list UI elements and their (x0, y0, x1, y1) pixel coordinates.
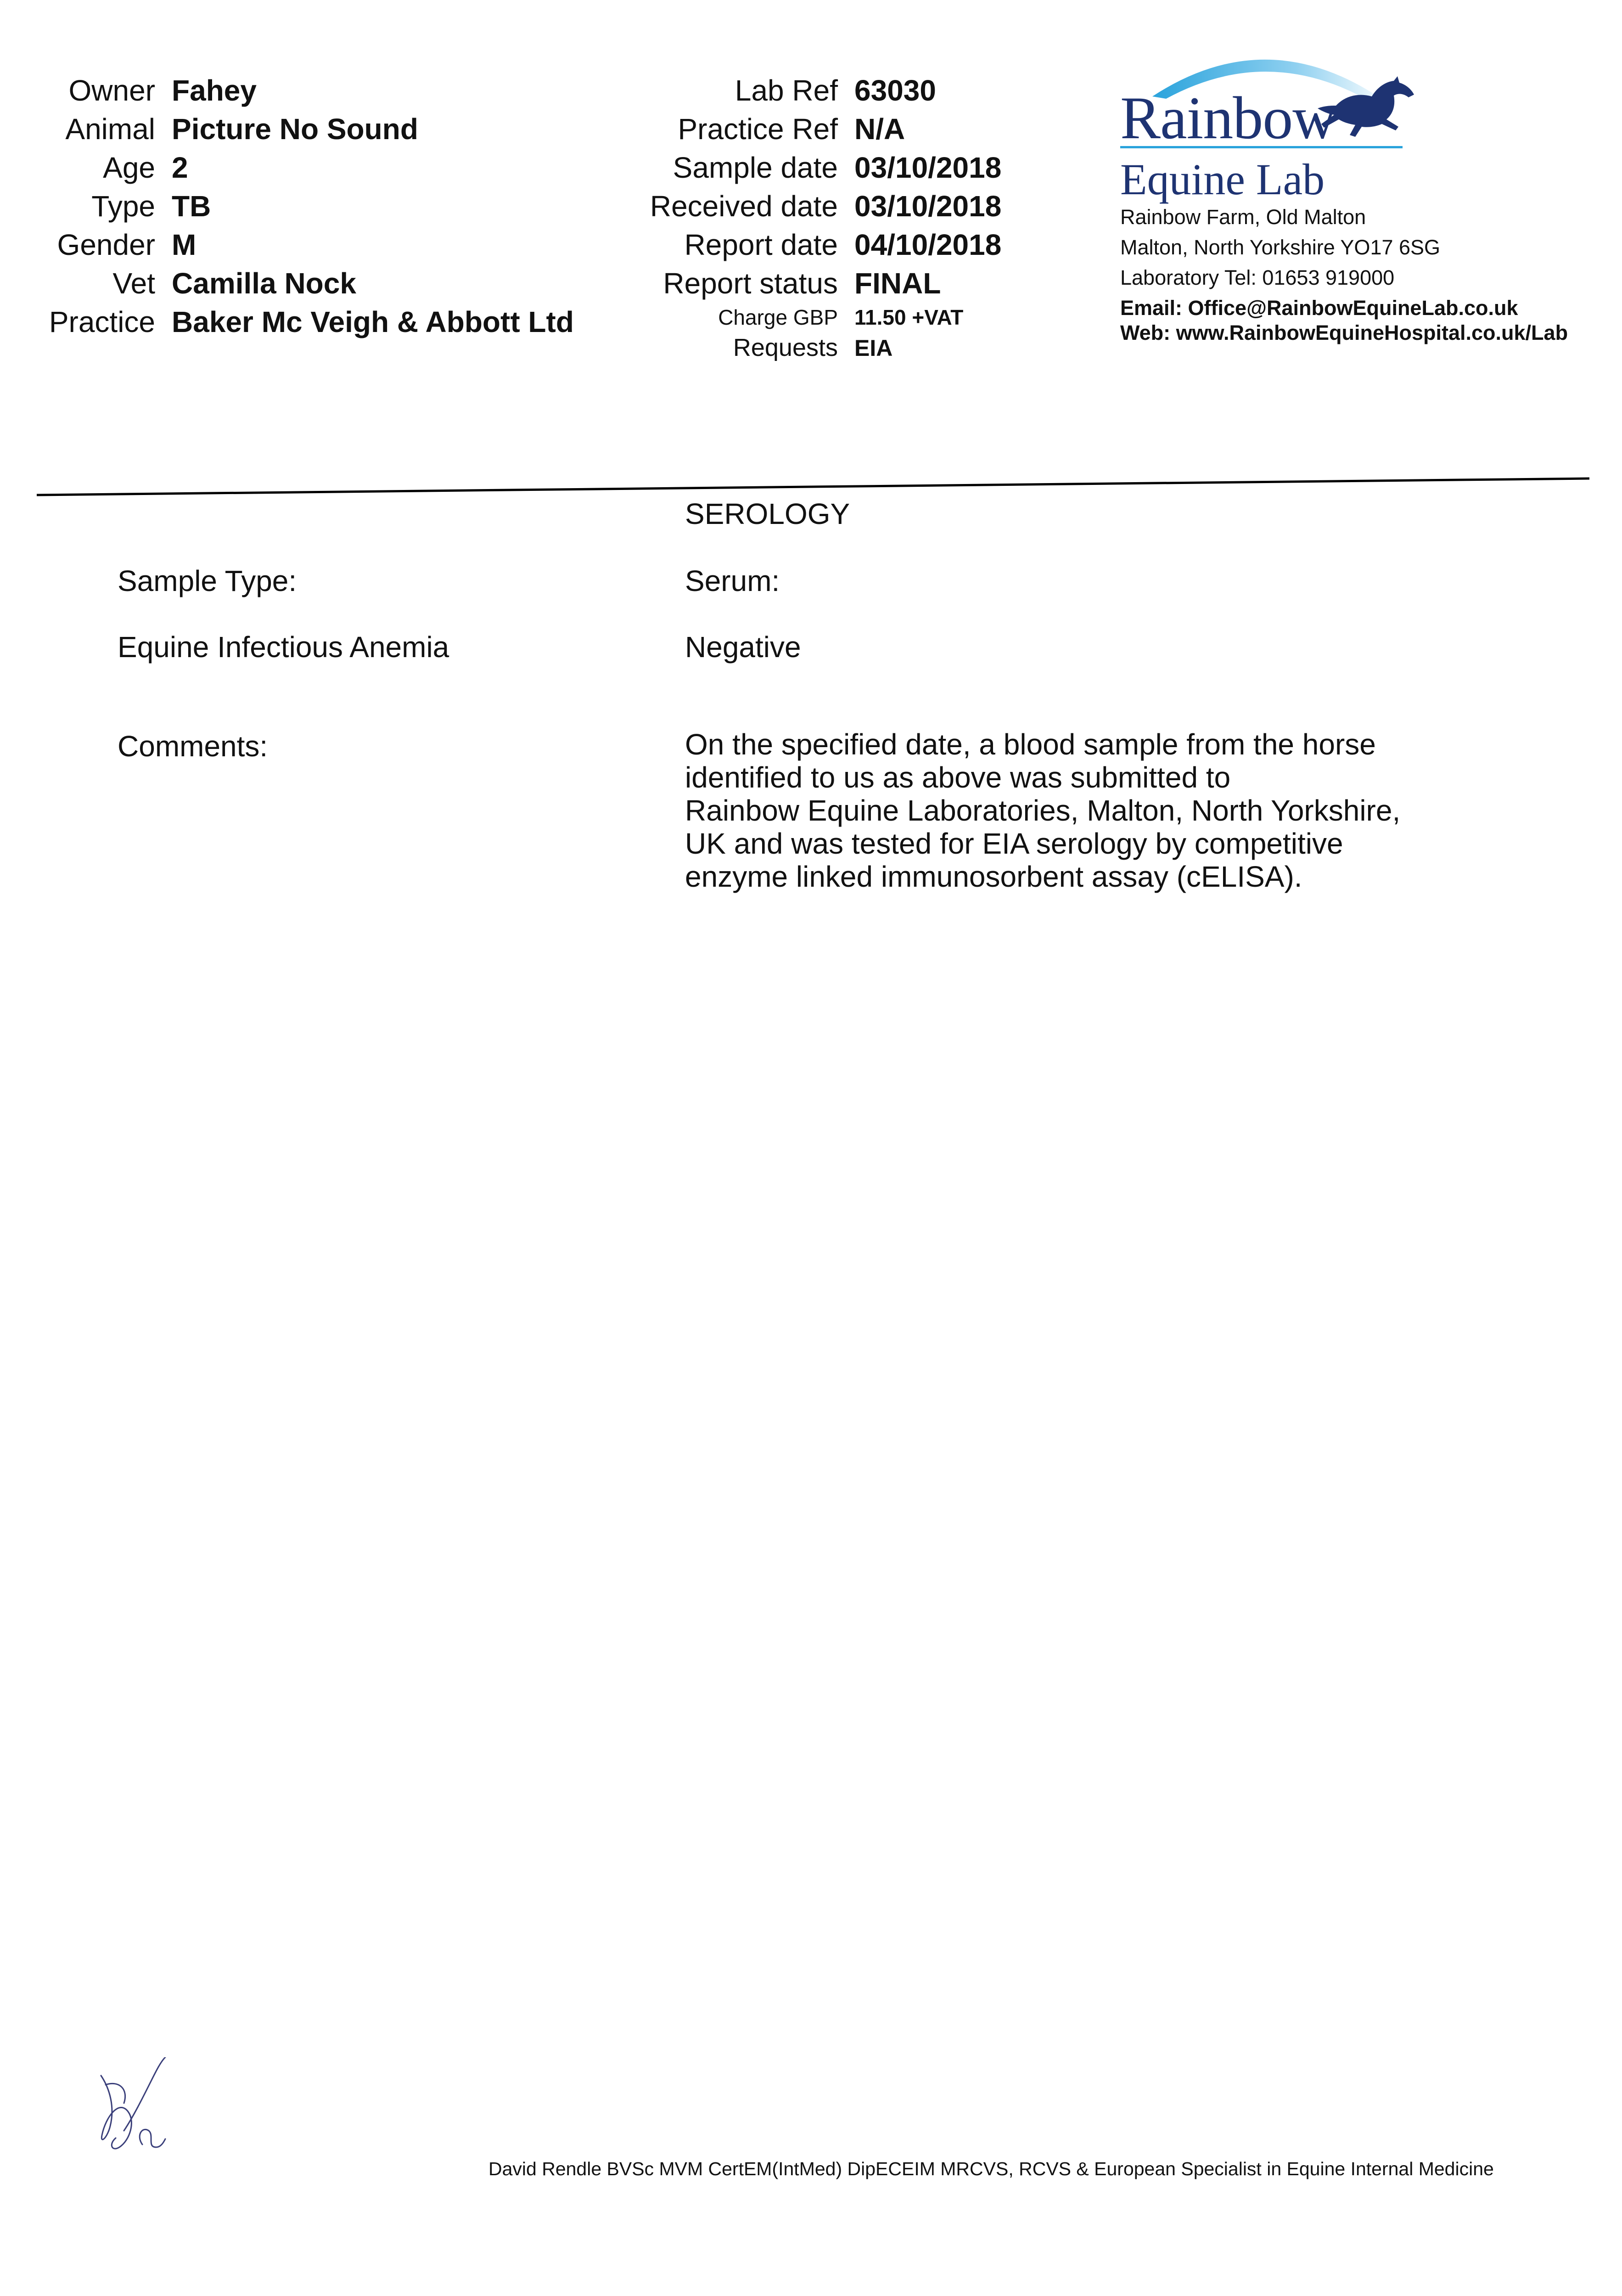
received-date-row (611, 189, 1024, 228)
lab-email: Email: Office@RainbowEquineLab.co.uk (1120, 296, 1518, 320)
patient-row-age (28, 151, 652, 189)
report-status-label: Report status (663, 267, 838, 300)
test-name: Equine Infectious Anemia (118, 630, 449, 664)
comments-line-1: On the specified date, a blood sample from the horse (685, 728, 1376, 761)
patient-row-vet (28, 266, 652, 305)
report-date-row (611, 228, 1024, 266)
report-details (611, 73, 1024, 363)
report-date-label: Report date (684, 228, 838, 261)
charge-row (611, 305, 1024, 333)
patient-row-practice (28, 305, 652, 343)
comments-line-3: Rainbow Equine Laboratories, Malton, North Yorkshire, (685, 794, 1401, 827)
owner-value: Fahey (172, 74, 257, 107)
signature (92, 2057, 184, 2163)
gender-value: M (172, 228, 196, 261)
section-title: SEROLOGY (685, 497, 850, 530)
lab-telephone: Laboratory Tel: 01653 919000 (1120, 266, 1395, 289)
practice-ref-row (611, 112, 1024, 151)
requests-value: EIA (854, 335, 893, 361)
report-status-row (611, 266, 1024, 305)
type-value: TB (172, 190, 211, 223)
charge-label: Charge GBP (718, 305, 838, 329)
test-result: Negative (685, 630, 801, 664)
comments-line-5: enzyme linked immunosorbent assay (cELISA). (685, 860, 1302, 893)
address-line-1: Rainbow Farm, Old Malton (1120, 205, 1366, 229)
report-date-value: 04/10/2018 (854, 228, 1002, 261)
comments-text (685, 728, 1465, 893)
report-status-value: FINAL (854, 267, 941, 300)
received-date-value: 03/10/2018 (854, 190, 1002, 223)
rainbow-equine-lab-logo (1120, 37, 1442, 202)
comments-label: Comments: (118, 730, 268, 763)
header-divider (0, 473, 1622, 501)
signatory-credentials: David Rendle BVSc MVM CertEM(IntMed) DipECEIM MRCVS, RCVS & European Specialist in Equine Internal Medicine (488, 2158, 1494, 2179)
sample-date-value: 03/10/2018 (854, 151, 1002, 184)
animal-value: Picture No Sound (172, 113, 418, 146)
lab-ref-value: 63030 (854, 74, 936, 107)
logo-equine-lab-text: Equine Lab (1120, 155, 1325, 204)
comments-line-2: identified to us as above was submitted to (685, 761, 1231, 794)
patient-row-type (28, 189, 652, 228)
practice-ref-value: N/A (854, 113, 905, 146)
practice-value: Baker Mc Veigh & Abbott Ltd (172, 305, 574, 338)
address-line-2: Malton, North Yorkshire YO17 6SG (1120, 236, 1441, 259)
requests-label: Requests (733, 334, 838, 361)
comments-line-4: UK and was tested for EIA serology by competitive (685, 827, 1343, 860)
lab-ref-row (611, 73, 1024, 112)
vet-value: Camilla Nock (172, 267, 356, 300)
lab-website: Web: www.RainbowEquineHospital.co.uk/Lab (1120, 321, 1568, 344)
charge-value: 11.50 +VAT (854, 305, 964, 329)
gender-label: Gender (57, 228, 155, 261)
requests-row (611, 333, 1024, 363)
received-date-label: Received date (650, 190, 838, 223)
practice-ref-label: Practice Ref (678, 113, 838, 146)
patient-row-gender (28, 228, 652, 266)
lab-ref-label: Lab Ref (735, 74, 838, 107)
animal-label: Animal (65, 113, 155, 146)
practice-label: Practice (49, 305, 155, 338)
type-label: Type (91, 190, 155, 223)
sample-date-row (611, 151, 1024, 189)
lab-address (1120, 202, 1607, 345)
logo-rainbow-text: Rainbow (1120, 84, 1336, 152)
vet-label: Vet (112, 267, 155, 300)
patient-row-owner (28, 73, 652, 112)
patient-details (28, 73, 652, 343)
owner-label: Owner (68, 74, 155, 107)
sample-date-label: Sample date (673, 151, 838, 184)
age-label: Age (103, 151, 155, 184)
patient-row-animal (28, 112, 652, 151)
age-value: 2 (172, 151, 188, 184)
sample-type-value: Serum: (685, 564, 780, 597)
sample-type-label: Sample Type: (118, 564, 297, 597)
